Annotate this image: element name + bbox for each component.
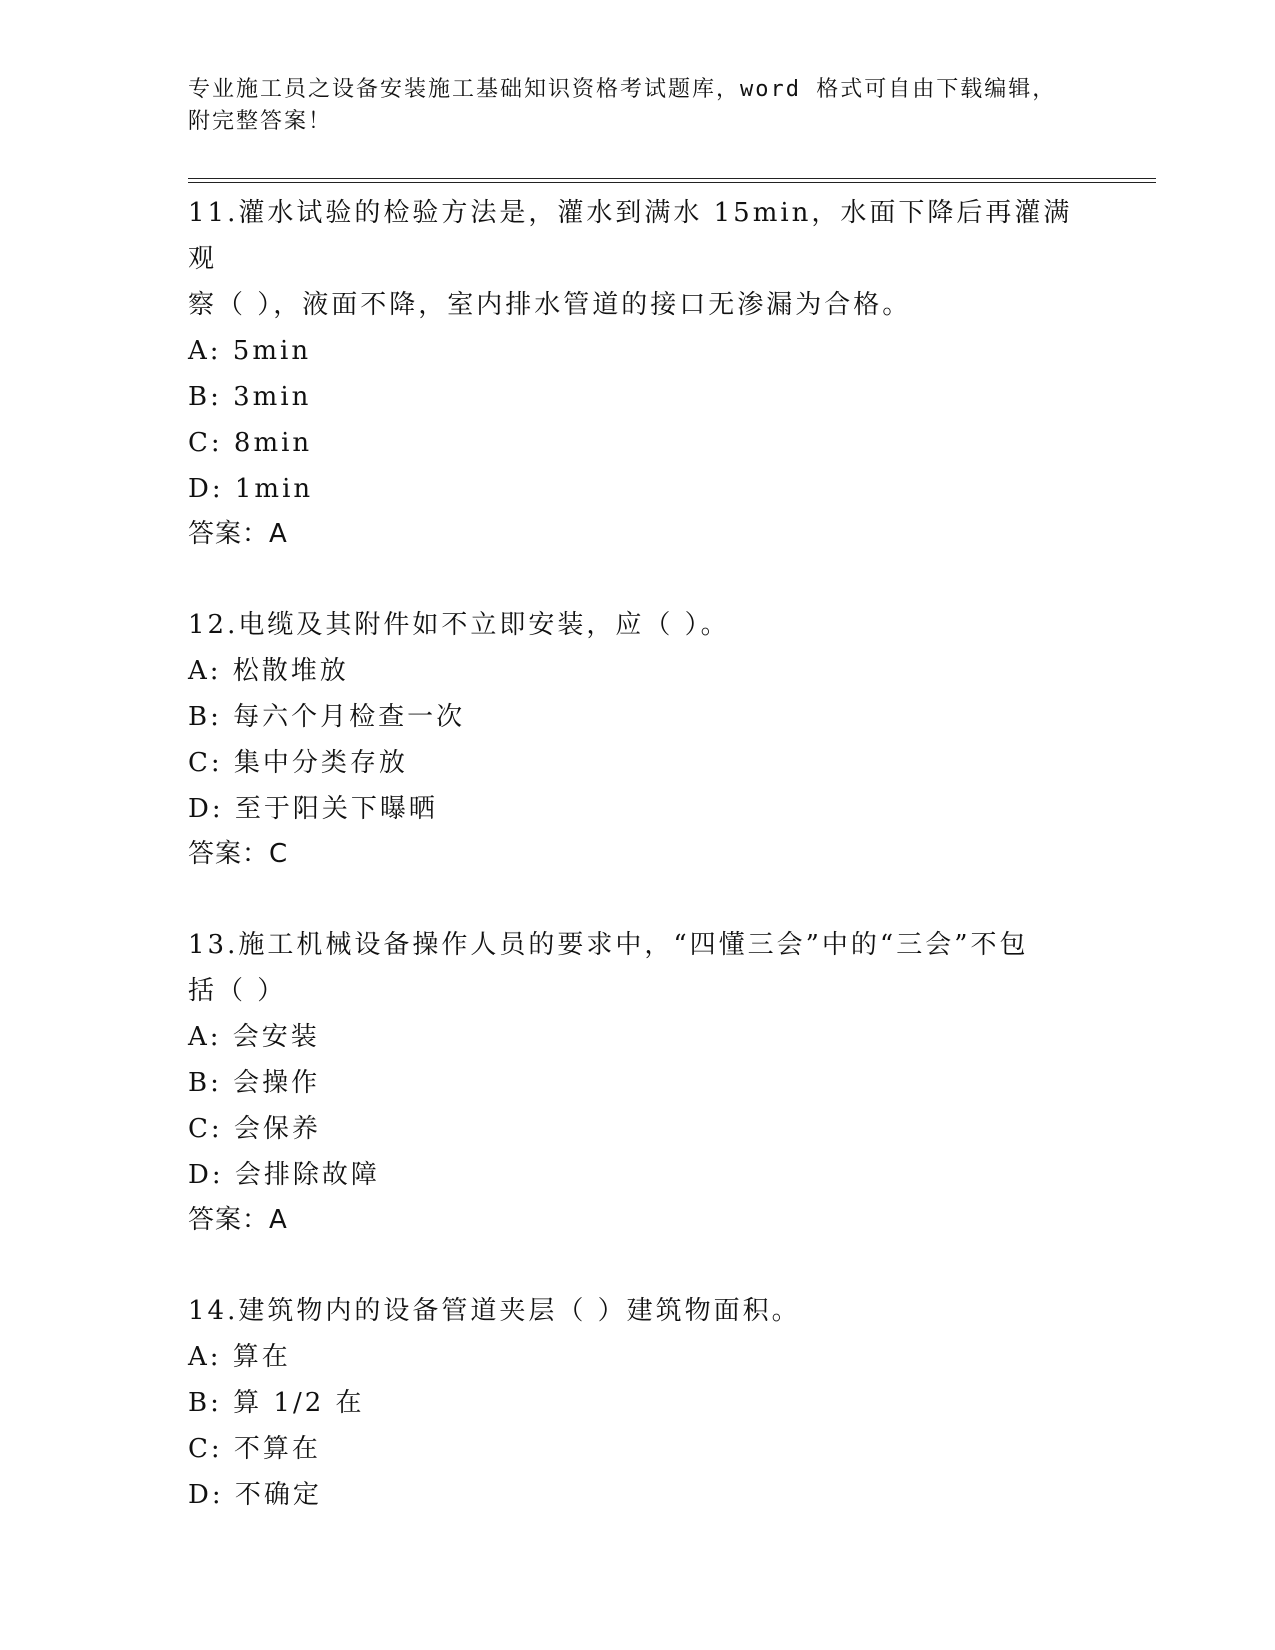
option-b: B: 每六个月检查一次 bbox=[188, 702, 466, 732]
option-d: D: 至于阳关下曝晒 bbox=[188, 794, 438, 824]
option-d: D: 会排除故障 bbox=[188, 1160, 380, 1190]
option-c: C: 不算在 bbox=[188, 1434, 321, 1464]
option-b: B: 会操作 bbox=[188, 1068, 321, 1098]
question-gap bbox=[188, 1242, 1088, 1288]
answer-line: 答案：A bbox=[188, 1205, 288, 1235]
option-a: A: 5min bbox=[188, 336, 312, 366]
option-c: C: 8min bbox=[188, 428, 313, 458]
answer-line: 答案：C bbox=[188, 839, 289, 869]
header-line-1: 专业施工员之设备安装施工基础知识资格考试题库，word 格式可自由下载编辑， bbox=[188, 77, 1057, 102]
question-stem-line: 察（ ），液面不降，室内排水管道的接口无渗漏为合格。 bbox=[188, 290, 912, 320]
option-c: C: 会保养 bbox=[188, 1114, 321, 1144]
option-d: D: 1min bbox=[188, 474, 314, 504]
document-header bbox=[188, 74, 1068, 138]
option-a: A: 松散堆放 bbox=[188, 656, 349, 686]
header-line-2: 附完整答案！ bbox=[188, 109, 333, 134]
option-c: C: 集中分类存放 bbox=[188, 748, 408, 778]
question-stem-line: 13.施工机械设备操作人员的要求中，“四懂三会”中的“三会”不包 bbox=[188, 930, 1029, 960]
question-gap bbox=[188, 876, 1088, 922]
question-stem-line: 12.电缆及其附件如不立即安装，应（ ）。 bbox=[188, 610, 730, 640]
option-a: A: 会安装 bbox=[188, 1022, 320, 1052]
question-14 bbox=[188, 1288, 1088, 1518]
question-list bbox=[188, 190, 1088, 1518]
question-11 bbox=[188, 190, 1088, 556]
header-rule-bottom bbox=[188, 182, 1156, 183]
option-d: D: 不确定 bbox=[188, 1480, 322, 1510]
option-b: B: 3min bbox=[188, 382, 312, 412]
question-gap bbox=[188, 556, 1088, 602]
option-a: A: 算在 bbox=[188, 1342, 291, 1372]
question-stem-line: 11.灌水试验的检验方法是，灌水到满水 15min，水面下降后再灌满观 bbox=[188, 198, 1073, 274]
question-stem-line: 14.建筑物内的设备管道夹层（ ）建筑物面积。 bbox=[188, 1296, 801, 1326]
option-b: B: 算 1/2 在 bbox=[188, 1388, 365, 1418]
question-13 bbox=[188, 922, 1088, 1242]
question-12 bbox=[188, 602, 1088, 876]
question-stem-line: 括（ ） bbox=[188, 976, 287, 1006]
header-rule-top bbox=[188, 178, 1156, 179]
answer-line: 答案：A bbox=[188, 519, 288, 549]
